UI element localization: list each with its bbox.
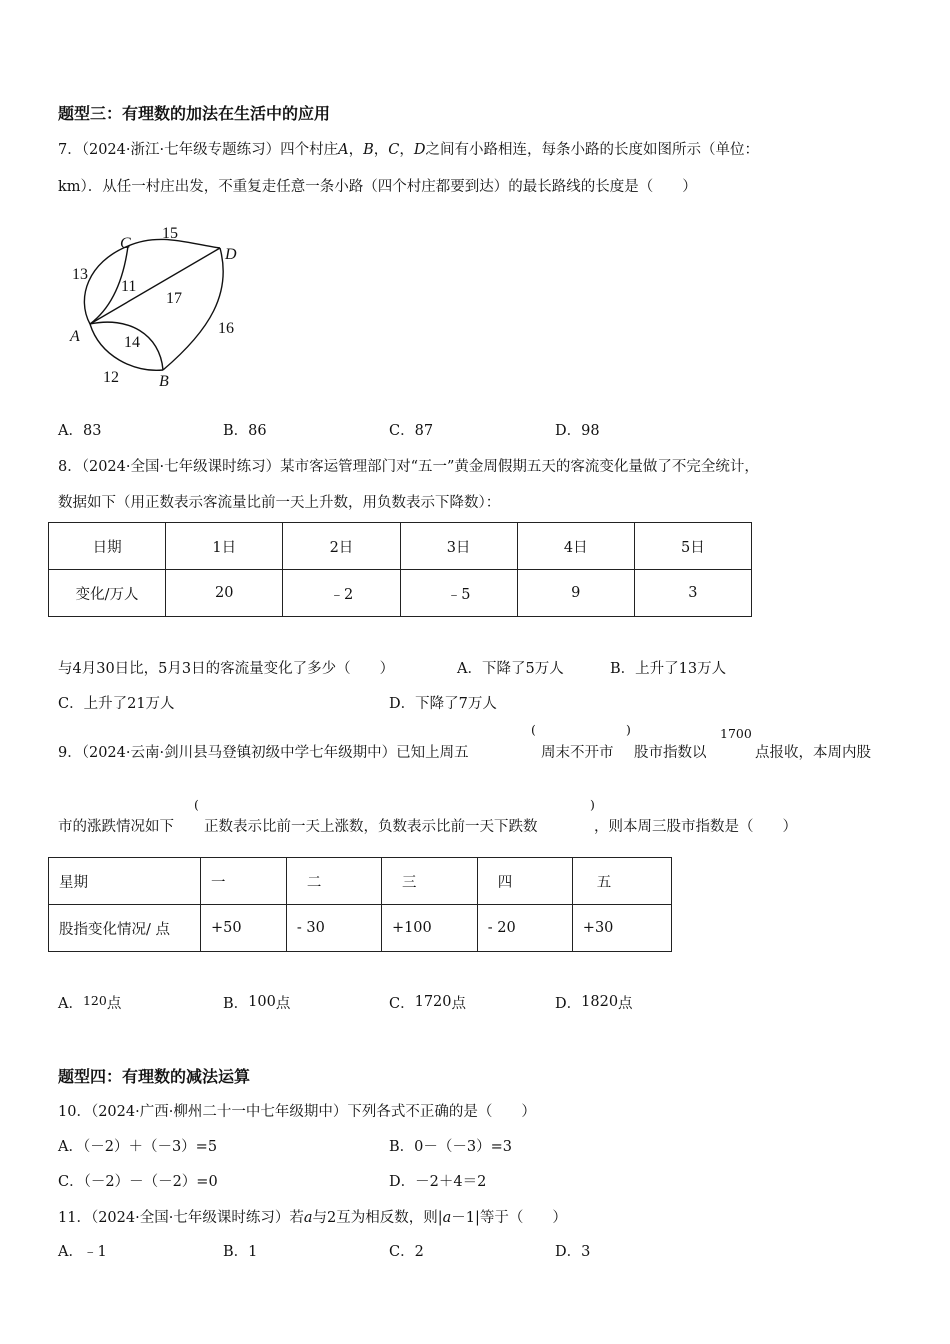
table-cell: +30 bbox=[572, 905, 671, 952]
passenger-flow-table bbox=[48, 522, 752, 617]
table-row bbox=[49, 523, 752, 570]
path-d-b bbox=[163, 248, 223, 370]
option-unit: 点 bbox=[618, 996, 633, 1012]
option-letter: B． bbox=[223, 996, 249, 1012]
option-value: 100 bbox=[248, 994, 276, 1010]
stock-index-table bbox=[48, 857, 672, 952]
table-header-cell: 五 bbox=[572, 858, 671, 905]
option-letter: A． bbox=[58, 996, 83, 1012]
edge-length-bd: 16 bbox=[218, 320, 234, 337]
table-cell: ﹣2 bbox=[283, 570, 400, 617]
table-cell: 3 bbox=[634, 570, 751, 617]
separator: ， bbox=[348, 142, 364, 158]
table-header-cell: 四 bbox=[477, 858, 572, 905]
q7-option-c[interactable]: C．87 bbox=[389, 423, 434, 439]
question-text: 若 bbox=[289, 1210, 304, 1226]
option-letter: C． bbox=[389, 996, 415, 1012]
question-number: 9． bbox=[58, 745, 82, 761]
path-a-d bbox=[90, 248, 220, 324]
table-row bbox=[49, 905, 672, 952]
question-9-line-2a: 市的涨跌情况如下 bbox=[58, 819, 174, 835]
edge-length-ab-inner: 14 bbox=[124, 334, 140, 351]
table-header-cell: 一 bbox=[201, 858, 287, 905]
question-8-stem: 与4月30日比，5月3日的客流量变化了多少（ ） bbox=[58, 661, 395, 677]
village-d: D bbox=[413, 142, 426, 158]
left-paren: ( bbox=[531, 722, 536, 737]
question-number: 7． bbox=[58, 142, 82, 158]
question-text: －1|等于（ ） bbox=[451, 1210, 567, 1226]
edge-length-ac: 13 bbox=[72, 266, 88, 283]
q10-option-c[interactable]: C．（－2）－（－2）=0 bbox=[58, 1174, 218, 1190]
section-title-3: 题型三：有理数的加法在生活中的应用 bbox=[58, 104, 331, 123]
table-cell: +50 bbox=[201, 905, 287, 952]
diagram-label-b: B bbox=[159, 373, 169, 390]
question-text: 四个村庄 bbox=[280, 142, 339, 158]
q9-option-a[interactable] bbox=[58, 992, 121, 1013]
q7-option-d[interactable]: D．98 bbox=[555, 423, 600, 439]
question-source: （2024·云南·剑川县马登镇初级中学七年级期中） bbox=[81, 745, 397, 761]
table-header-cell: 2日 bbox=[283, 523, 400, 570]
table-row bbox=[49, 570, 752, 617]
option-value: 1720 bbox=[414, 994, 452, 1010]
q11-option-d[interactable]: D．3 bbox=[555, 1244, 591, 1260]
q10-option-d[interactable]: D．－2＋4＝2 bbox=[389, 1174, 487, 1190]
paren-text: 正数表示比前一天上涨数，负数表示比前一天下跌数 bbox=[204, 819, 538, 835]
table-header-cell: 4日 bbox=[517, 523, 634, 570]
table-cell: 20 bbox=[166, 570, 283, 617]
table-cell: ﹣5 bbox=[400, 570, 517, 617]
table-header-cell: 三 bbox=[381, 858, 477, 905]
question-11-stem bbox=[58, 1206, 567, 1227]
table-header-cell: 二 bbox=[286, 858, 381, 905]
question-7-line-1 bbox=[58, 138, 759, 159]
table-cell: 变化/万人 bbox=[49, 570, 166, 617]
q11-option-c[interactable]: C．2 bbox=[389, 1244, 424, 1260]
question-source: （2024·浙江·七年级专题练习） bbox=[81, 142, 281, 158]
q9-option-c[interactable] bbox=[389, 992, 466, 1013]
diagram-label-d: D bbox=[225, 246, 237, 263]
q7-option-b[interactable]: B．86 bbox=[223, 423, 267, 439]
table-cell: - 20 bbox=[477, 905, 572, 952]
question-10-stem: 10．（2024·广西·柳州二十一中七年级期中）下列各式不正确的是（ ） bbox=[58, 1104, 536, 1120]
q9-option-d[interactable] bbox=[555, 992, 633, 1013]
question-9-intro bbox=[58, 741, 469, 762]
q8-option-d[interactable]: D．下降了7万人 bbox=[389, 696, 497, 712]
q11-option-a[interactable]: A．﹣1 bbox=[58, 1244, 107, 1260]
variable-a: a bbox=[442, 1210, 452, 1226]
question-number: 11． bbox=[58, 1210, 91, 1226]
option-unit: 点 bbox=[275, 996, 291, 1012]
table-header-cell: 星期 bbox=[49, 858, 201, 905]
question-source: （2024·全国·七年级课时练习） bbox=[90, 1210, 290, 1226]
table-cell: 9 bbox=[517, 570, 634, 617]
village-a: A bbox=[338, 142, 349, 158]
question-text: 点报收，本周内股 bbox=[755, 745, 871, 761]
q7-option-a[interactable]: A．83 bbox=[58, 423, 102, 439]
village-c: C bbox=[388, 142, 400, 158]
option-value: 120 bbox=[82, 993, 107, 1008]
separator: ， bbox=[373, 142, 389, 158]
option-letter: D． bbox=[555, 996, 582, 1012]
q8-option-b[interactable]: B．上升了13万人 bbox=[610, 661, 727, 677]
village-b: B bbox=[363, 142, 374, 158]
q8-option-c[interactable]: C．上升了21万人 bbox=[58, 696, 175, 712]
q9-option-b[interactable] bbox=[223, 992, 290, 1013]
edge-length-ac-inner: 11 bbox=[121, 278, 137, 295]
question-8-line-1: 8．（2024·全国·七年级课时练习）某市客运管理部门对“五一”黄金周假期五天的客流变化量做了不完全统计， bbox=[58, 459, 759, 475]
left-paren: ( bbox=[194, 797, 199, 812]
question-text: 之间有小路相连，每条小路的长度如图所示（单位： bbox=[425, 142, 759, 158]
edge-length-ab: 12 bbox=[103, 369, 119, 386]
question-text: 与2互为相反数，则| bbox=[312, 1210, 443, 1226]
question-text: 已知上周五 bbox=[396, 745, 469, 761]
table-header-cell: 5日 bbox=[634, 523, 751, 570]
diagram-label-c: C bbox=[120, 235, 131, 252]
table-cell: +100 bbox=[381, 905, 477, 952]
right-paren: ) bbox=[590, 797, 595, 812]
stock-index-value: 1700 bbox=[720, 726, 752, 741]
question-9-line-2b: ，则本周三股市指数是（ ） bbox=[594, 819, 797, 835]
table-header-cell: 1日 bbox=[166, 523, 283, 570]
variable-a: a bbox=[303, 1210, 313, 1226]
q11-option-b[interactable]: B．1 bbox=[223, 1244, 258, 1260]
section-title-4: 题型四：有理数的减法运算 bbox=[58, 1067, 251, 1086]
q10-option-b[interactable]: B．0－（－3）=3 bbox=[389, 1139, 512, 1155]
question-7-line-2: km）．从任一村庄出发，不重复走任意一条小路（四个村庄都要到达）的最长路线的长度是（ ） bbox=[58, 179, 697, 195]
right-paren: ) bbox=[626, 722, 631, 737]
edge-length-ad: 17 bbox=[166, 290, 182, 307]
separator: ， bbox=[399, 142, 414, 158]
diagram-label-a: A bbox=[70, 328, 80, 345]
paren-text: 周末不开市 bbox=[541, 745, 614, 761]
village-path-diagram bbox=[60, 218, 260, 390]
option-value: 1820 bbox=[581, 994, 619, 1010]
edge-length-cd: 15 bbox=[162, 225, 178, 242]
q10-option-a[interactable]: A．（－2）＋（－3）=5 bbox=[58, 1139, 218, 1155]
table-cell: - 30 bbox=[286, 905, 381, 952]
option-unit: 点 bbox=[451, 996, 467, 1012]
option-unit: 点 bbox=[106, 996, 122, 1012]
table-row bbox=[49, 858, 672, 905]
question-text: 股市指数以 bbox=[634, 745, 707, 761]
question-8-line-2: 数据如下（用正数表示客流量比前一天上升数，用负数表示下降数）： bbox=[58, 495, 501, 511]
table-cell: 股指变化情况/ 点 bbox=[49, 905, 201, 952]
q8-option-a[interactable]: A．下降了5万人 bbox=[457, 661, 564, 677]
table-header-cell: 3日 bbox=[400, 523, 517, 570]
table-header-cell: 日期 bbox=[49, 523, 166, 570]
